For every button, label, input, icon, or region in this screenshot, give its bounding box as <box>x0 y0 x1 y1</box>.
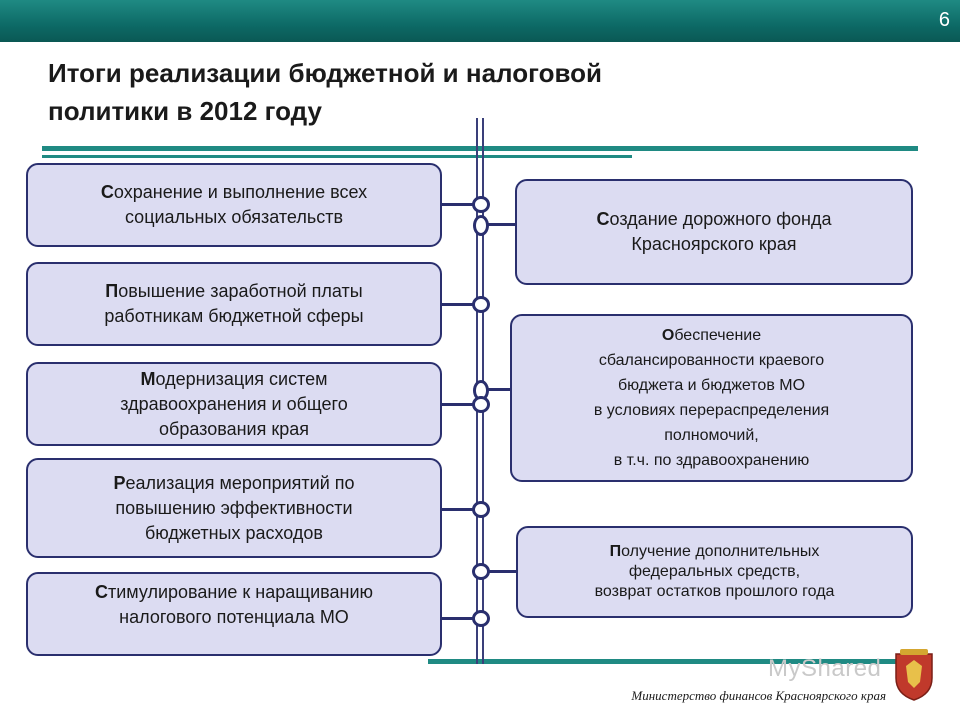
title-line-1: Итоги реализации бюджетной и налоговой <box>48 58 602 88</box>
box-line: сбалансированности краевого <box>598 352 825 369</box>
top-banner <box>0 0 960 42</box>
box-line: Сохранение и выполнение всех <box>100 182 368 202</box>
page-title <box>48 54 808 130</box>
box-line: возврат остатков прошлого года <box>594 583 835 600</box>
spine-node <box>472 501 490 518</box>
left-item-tax-potential <box>26 572 442 656</box>
left-item-salary-increase <box>26 262 442 346</box>
spine-node <box>472 396 490 413</box>
box-line: Получение дополнительных <box>609 543 820 560</box>
left-item-efficiency <box>26 458 442 558</box>
box-line: Реализация мероприятий по <box>113 472 355 493</box>
right-item-road-fund <box>515 179 913 285</box>
right-item-federal-funds <box>516 526 913 618</box>
box-line: Повышение заработной платы <box>105 281 363 301</box>
watermark: MyShared <box>768 655 882 682</box>
footer-ministry: Министерство финансов Красноярского края <box>631 688 886 703</box>
spine-node <box>472 196 490 213</box>
box-line: социальных обязательств <box>124 207 344 227</box>
box-line: Стимулирование к наращиванию <box>94 582 374 602</box>
box-line: Красноярского края <box>631 234 797 254</box>
krasnoyarsk-crest-icon <box>892 648 936 702</box>
left-item-modernization <box>26 362 442 446</box>
box-line: в условиях перераспределения <box>593 402 830 419</box>
box-line: полномочий, <box>664 427 759 444</box>
left-item-social-obligations <box>26 163 442 247</box>
spine-node <box>472 296 490 313</box>
right-item-budget-balance <box>510 314 913 482</box>
box-line: налогового потенциала МО <box>119 607 349 627</box>
title-line-2: политики в 2012 году <box>48 96 322 126</box>
box-line: Обеспечение <box>661 327 762 344</box>
box-line: федеральных средств, <box>628 563 801 580</box>
box-line: образования края <box>159 418 309 439</box>
page-number: 6 <box>938 9 950 31</box>
spine-node <box>472 610 490 627</box>
box-line: повышению эффективности <box>115 497 353 518</box>
box-line: в т.ч. по здравоохранению <box>613 452 810 469</box>
box-line: здравоохранения и общего <box>120 393 348 414</box>
box-line: бюджетных расходов <box>144 522 323 543</box>
box-line: работникам бюджетной сферы <box>104 306 364 326</box>
spine-node <box>472 563 490 580</box>
box-line: бюджета и бюджетов МО <box>617 377 806 394</box>
box-line: Создание дорожного фонда <box>596 209 832 229</box>
box-line: Модернизация систем <box>140 368 328 389</box>
teal-rule-short <box>42 155 632 158</box>
spine-node <box>473 215 489 236</box>
